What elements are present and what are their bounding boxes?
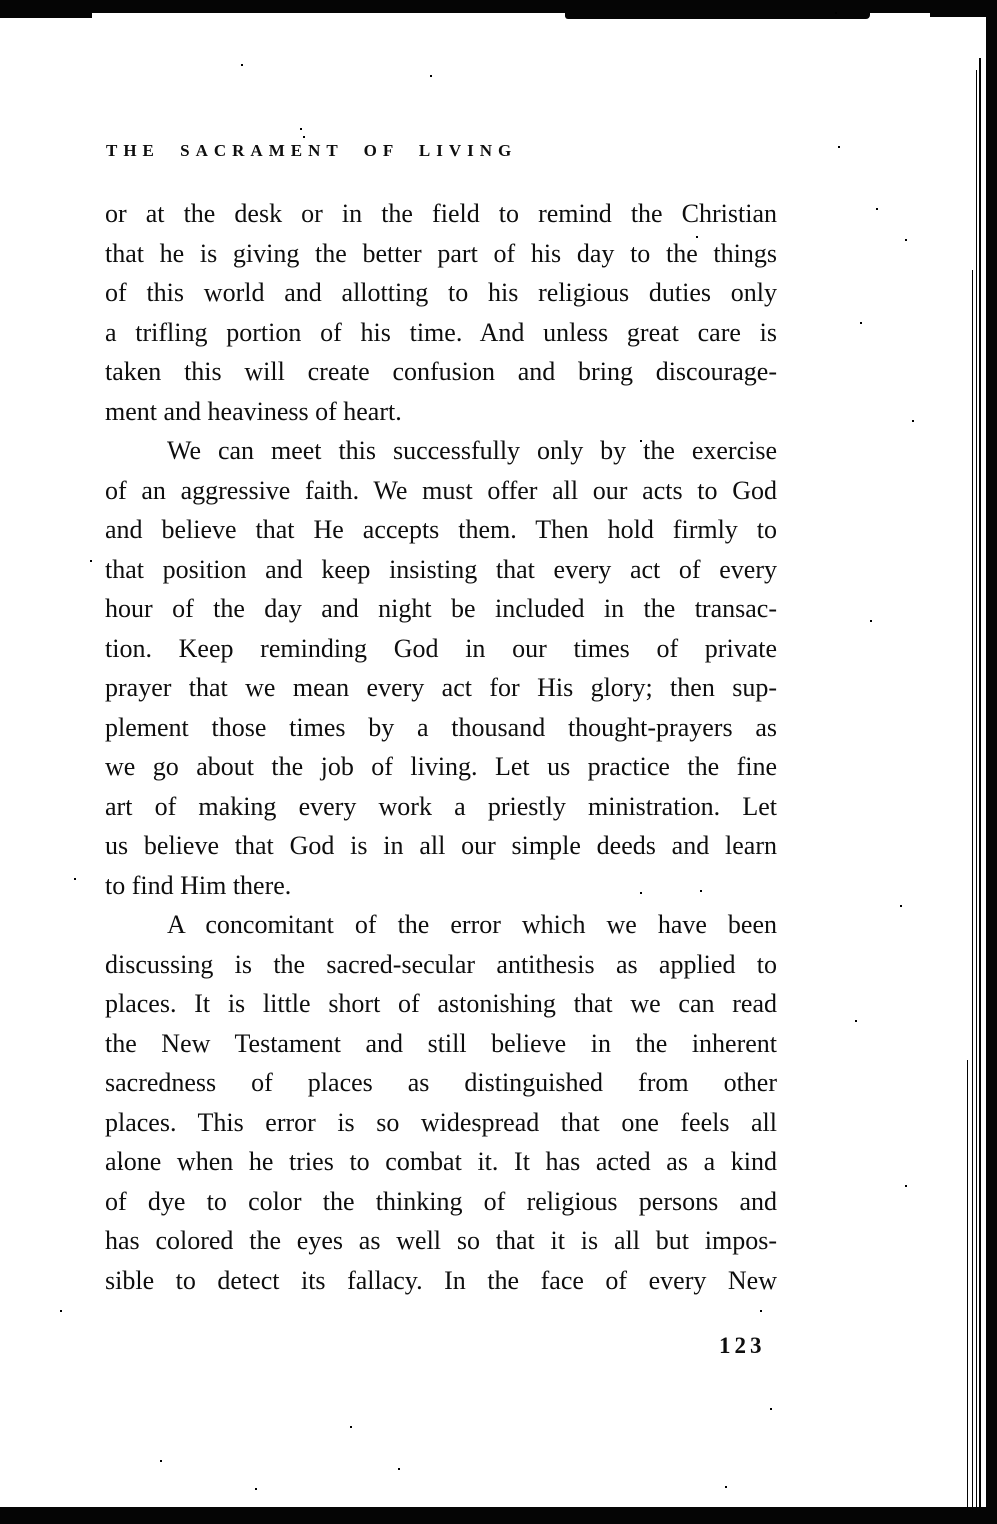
text-line: discussing is the sacred-secular antithesis as applied to (105, 949, 777, 979)
body-text-block (105, 194, 777, 1300)
scan-edge-bottom (0, 1507, 997, 1524)
text-line: places. It is little short of astonishing that we can read (105, 989, 777, 1018)
text-line: a trifling portion of his time. And unless great care is (105, 317, 777, 347)
text-line: plement those times by a thousand thought-prayers as (105, 712, 777, 742)
text-line: alone when he tries to combat it. It has acted as a kind (105, 1147, 777, 1176)
running-header: THE SACRAMENT OF LIVING (106, 141, 518, 160)
scan-gutter-line-artifact (979, 58, 981, 1524)
text-line: to find Him there. (105, 870, 292, 900)
text-line: of dye to color the thinking of religious persons and (105, 1186, 777, 1216)
text-line: places. This error is so widespread that one feels all (105, 1107, 777, 1137)
page-number: 123 (719, 1333, 766, 1358)
text-line: of an aggressive faith. We must offer all our acts to God (105, 475, 777, 505)
scan-edge-ragged-fragment (565, 13, 870, 19)
text-line: that he is giving the better part of his day to the things (105, 238, 777, 268)
scan-gutter-line-artifact (972, 270, 973, 1524)
scan-gutter-line-artifact (976, 70, 977, 1524)
text-line: art of making every work a priestly ministration. Let (105, 791, 777, 821)
scan-edge-right (986, 0, 997, 1524)
text-line: prayer that we mean every act for His glory; then sup- (105, 673, 777, 702)
text-line: A concomitant of the error which we have been (167, 910, 777, 939)
scan-noise-speckles (0, 0, 2, 2)
text-line: the New Testament and still believe in the inherent (105, 1028, 777, 1058)
text-line: of this world and allotting to his religious duties only (105, 278, 777, 307)
text-line: and believe that He accepts them. Then hold firmly to (105, 515, 777, 544)
scan-edge-ragged-fragment (0, 13, 92, 18)
text-line: hour of the day and night be included in the transac- (105, 594, 777, 623)
scan-gutter-line-artifact (967, 1060, 968, 1524)
text-line: us believe that God is in all our simple deeds and learn (105, 831, 777, 860)
text-line: sible to detect its fallacy. In the face of every New (105, 1265, 777, 1295)
text-line: or at the desk or in the field to remind the Christian (105, 199, 777, 228)
text-line: sacredness of places as distinguished from other (105, 1068, 777, 1097)
text-line: taken this will create confusion and bring discourage- (105, 357, 777, 386)
text-line: tion. Keep reminding God in our times of private (105, 633, 777, 663)
text-line: that position and keep insisting that every act of every (105, 554, 777, 584)
scan-edge-top (0, 0, 997, 13)
text-line: We can meet this successfully only by the exercise (167, 436, 777, 465)
text-line: has colored the eyes as well so that it is all but impos- (105, 1226, 777, 1255)
text-line: ment and heaviness of heart. (105, 396, 402, 426)
text-line: we go about the job of living. Let us practice the fine (105, 752, 777, 781)
